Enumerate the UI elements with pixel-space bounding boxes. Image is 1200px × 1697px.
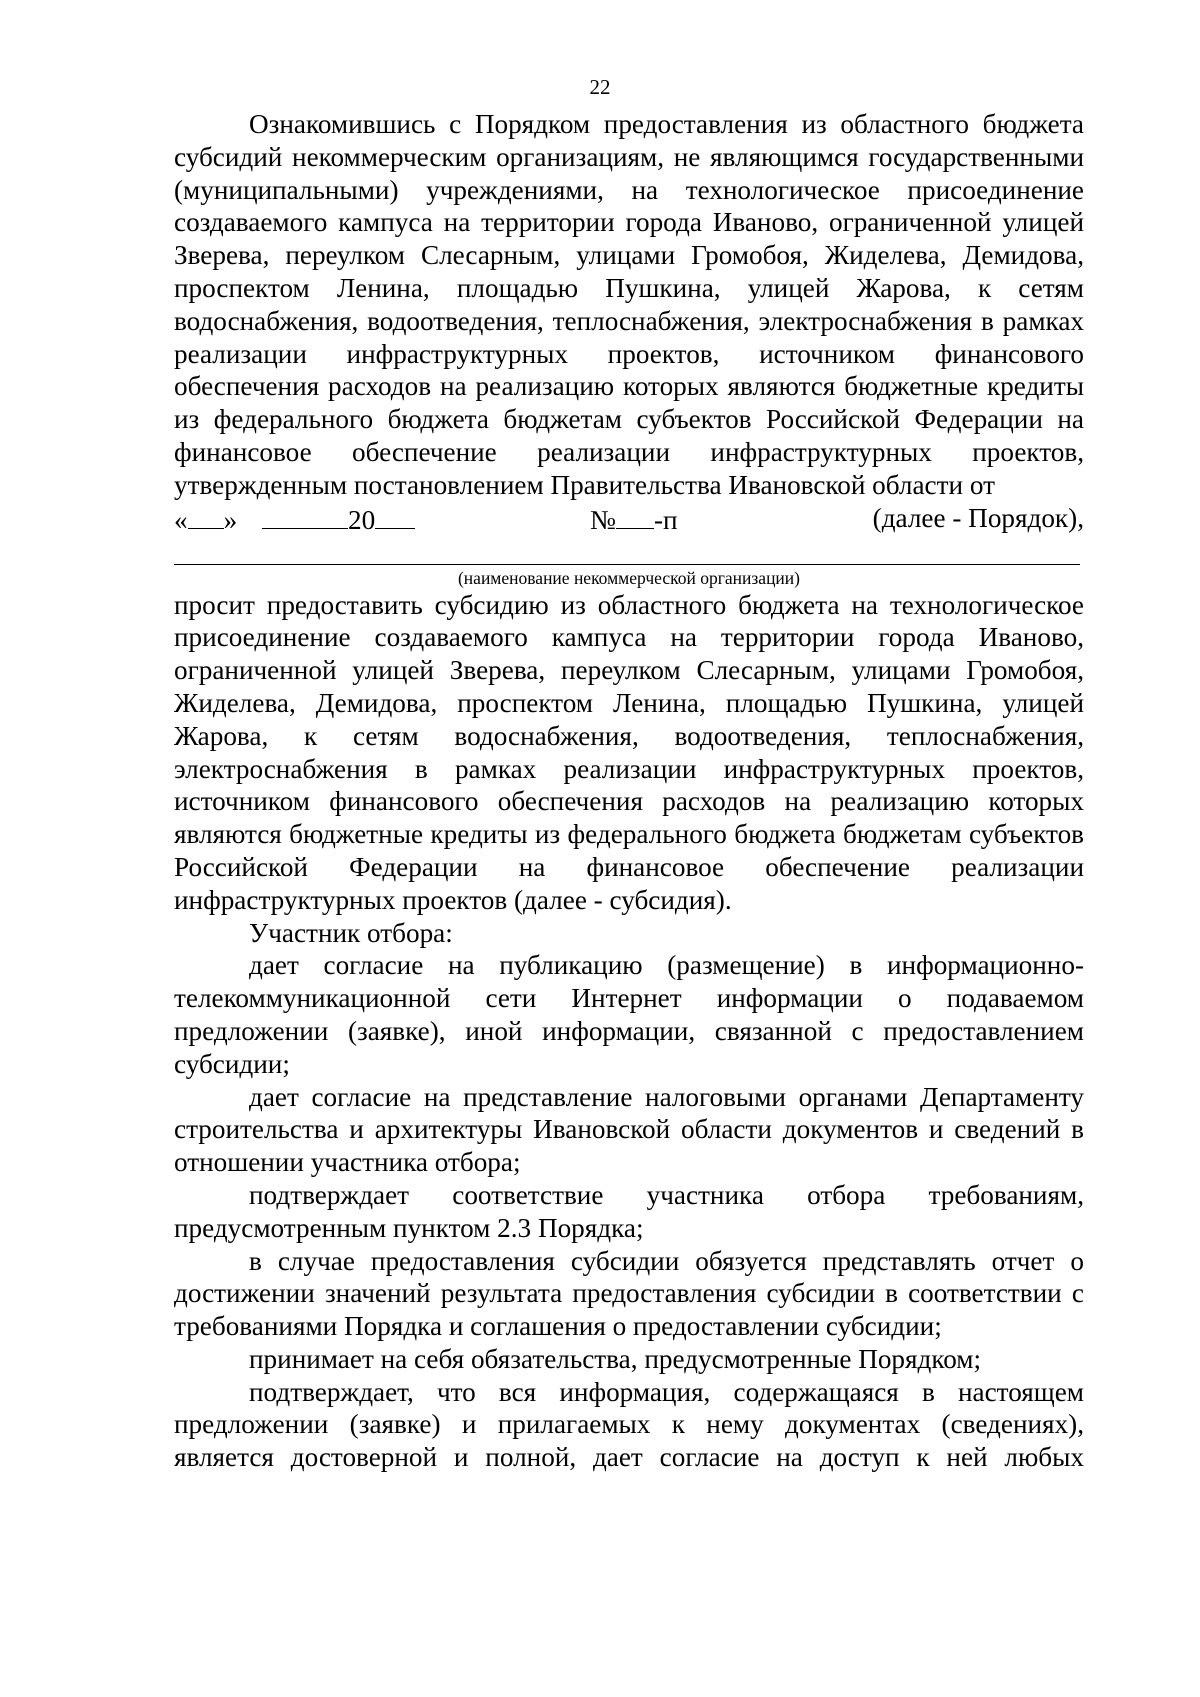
- document-body: [174, 108, 1084, 1474]
- participant-item: в случае предоставления субсидии обязуется представлять отчет о достижении значений результата предоставления субсидии в соответствии с требованиями Порядка и соглашения о предоставлении субсидии;: [174, 1245, 1084, 1342]
- order-number-blank: [616, 502, 654, 529]
- org-name-line: [174, 564, 1080, 565]
- date-open-quote: «: [174, 504, 188, 535]
- date-year-blank: [375, 502, 415, 529]
- participant-item: подтверждает, что вся информация, содержащаяся в настоящем предложении (заявке) и прилагаемых к нему документах (сведениях), является достоверной и полной, дает согласие на доступ к ней любых: [174, 1376, 1084, 1473]
- date-close-quote: »: [223, 504, 238, 535]
- participant-item: дает согласие на представление налоговыми органами Департаменту строительства и архитектуры Ивановской области документов и сведений в отношении участника отбора;: [174, 1081, 1084, 1178]
- participant-item: подтверждает соответствие участника отбора требованиям, предусмотренным пунктом 2.3 Порядка;: [174, 1179, 1084, 1243]
- number-sign: №: [590, 504, 616, 535]
- order-date-line: [174, 502, 1084, 535]
- date-day-blank: [188, 502, 224, 529]
- org-name-caption: (наименование некоммерческой организации): [457, 567, 800, 588]
- order-number-field: [590, 502, 678, 537]
- date-day-field: [174, 502, 237, 537]
- request-paragraph: просит предоставить субсидию из областного бюджета на технологическое присоединение создаваемого кампуса на территории города Иваново, ограниченной улицей Зверева, переулком Слесарным, улицами Громобоя, Жиделева, Демидова, проспектом Ленина, площадью Пушкина, улицей Жарова, к сетям водоснабжения, водоотведения, теплоснабжения, электроснабжения в рамках реализации инфраструктурных проектов, источником финансового обеспечения расходов на реализацию которых являются бюджетные кредиты из федерального бюджета бюджетам субъектов Российской Федерации на финансовое обеспечение реализации инфраструктурных проектов (далее - субсидия).: [174, 589, 1084, 915]
- intro-paragraph: Ознакомившись с Порядком предоставления из областного бюджета субсидий некоммерческим организациям, не являющимся государственными (муниципальными) учреждениями, на технологическое присоединение создаваемого кампуса на территории города Иваново, ограниченной улицей Зверева, переулком Слесарным, улицами Громобоя, Жиделева, Демидова, проспектом Ленина, площадью Пушкина, улицей Жарова, к сетям водоснабжения, водоотведения, теплоснабжения, электроснабжения в рамках реализации инфраструктурных проектов, источником финансового обеспечения расходов на реализацию которых являются бюджетные кредиты из федерального бюджета бюджетам субъектов Российской Федерации на финансовое обеспечение реализации инфраструктурных проектов, утвержденным постановлением Правительства Ивановской области от: [174, 109, 1084, 500]
- participant-heading: Участник отбора:: [249, 917, 453, 948]
- date-month-blank: [262, 502, 348, 529]
- date-year-prefix: 20: [348, 504, 376, 535]
- page-number: 22: [589, 75, 611, 99]
- participant-item: принимает на себя обязательства, предусмотренные Порядком;: [249, 1343, 982, 1374]
- number-suffix: -п: [653, 504, 678, 535]
- participant-item: дает согласие на публикацию (размещение) в информационно-телекоммуникационной сети Интернет информации о подаваемом предложении (заявке), иной информации, связанной с предоставлением субсидии;: [174, 950, 1084, 1079]
- order-reference-tail: (далее - Порядок),: [872, 502, 1084, 533]
- date-month-year-field: [262, 502, 415, 537]
